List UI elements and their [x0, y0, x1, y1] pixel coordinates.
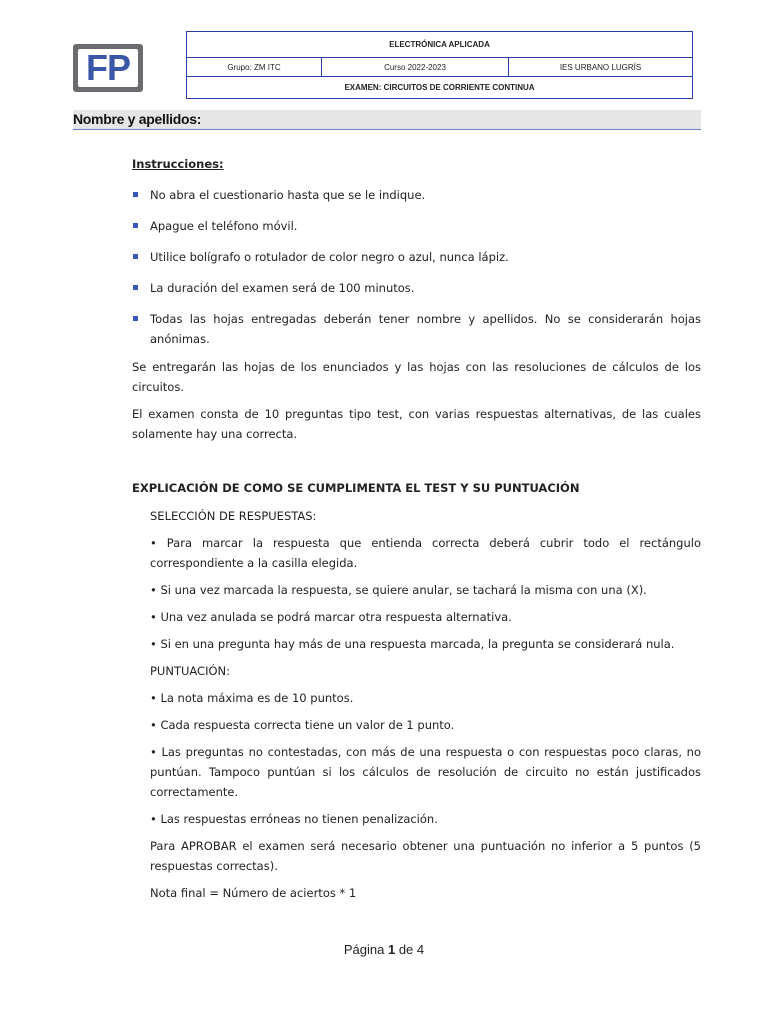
score-item: • Las preguntas no contestadas, con más de una respuesta o con respuestas poco claras, no puntúan. Tampoco puntúan si los cálculos de resolución de circuito no están justificados correctamente.	[150, 745, 701, 799]
fp-logo-inner	[78, 49, 138, 87]
instruction-text: No abra el cuestionario hasta que se le indique.	[150, 188, 426, 202]
selection-item: • Para marcar la respuesta que entienda correcta deberá cubrir todo el rectángulo correspondiente a la casilla elegida.	[150, 536, 701, 570]
paragraph-exam-structure: El examen consta de 10 preguntas tipo test, con varias respuestas alternativas, de las cuales solamente hay una correcta.	[132, 407, 701, 441]
explanation-section	[150, 506, 701, 903]
bullet-square-icon	[133, 254, 138, 259]
final-grade-formula: Nota final = Número de aciertos * 1	[150, 886, 357, 900]
score-item: • Cada respuesta correcta tiene un valor de 1 punto.	[150, 718, 455, 732]
selection-item: • Si una vez marcada la respuesta, se quiere anular, se tachará la misma con una (X).	[150, 583, 647, 597]
document-body	[132, 154, 701, 903]
exam-title: EXAMEN: CIRCUITOS DE CORRIENTE CONTINUA	[187, 77, 693, 99]
name-label: Nombre y apellidos:	[73, 111, 202, 127]
bullet-square-icon	[133, 316, 138, 321]
fp-logo	[73, 44, 143, 92]
fp-logo-text: FP	[85, 47, 130, 88]
score-heading: PUNTUACIÓN:	[150, 664, 231, 678]
list-item	[132, 247, 701, 267]
selection-heading: SELECCIÓN DE RESPUESTAS:	[150, 509, 317, 523]
score-item: • La nota máxima es de 10 puntos.	[150, 691, 354, 705]
score-item: • Las respuestas erróneas no tienen penalización.	[150, 812, 438, 826]
instructions-list	[132, 185, 701, 349]
list-item	[132, 185, 701, 205]
subject-title: ELECTRÓNICA APLICADA	[187, 32, 693, 58]
list-item	[132, 216, 701, 236]
bullet-square-icon	[133, 192, 138, 197]
header-row-subject	[187, 32, 693, 58]
course-cell: Curso 2022-2023	[322, 58, 509, 77]
page-footer	[0, 942, 768, 957]
pass-requirement: Para APROBAR el examen será necesario obtener una puntuación no inferior a 5 puntos (5 respuestas correctas).	[150, 839, 701, 873]
instructions-heading: Instrucciones:	[132, 157, 224, 171]
header-row-exam	[187, 77, 693, 99]
header-row-info	[187, 58, 693, 77]
selection-item: • Una vez anulada se podrá marcar otra respuesta alternativa.	[150, 610, 512, 624]
page-label: Página	[343, 942, 388, 957]
explanation-heading: EXPLICACIÓN DE COMO SE CUMPLIMENTA EL TEST Y SU PUNTUACIÓN	[132, 481, 580, 495]
paragraph-deliverables: Se entregarán las hojas de los enunciados y las hojas con las resoluciones de cálculos de los circuitos.	[132, 360, 701, 394]
header-table	[186, 31, 693, 99]
selection-item: • Si en una pregunta hay más de una respuesta marcada, la pregunta se considerará nula.	[150, 637, 675, 651]
group-cell: Grupo: ZM ITC	[187, 58, 322, 77]
school-cell: IES URBANO LUGRÍS	[509, 58, 693, 77]
list-item	[132, 309, 701, 349]
name-field-bar[interactable]	[73, 110, 701, 130]
list-item	[132, 278, 701, 298]
page-number: 1	[387, 942, 396, 957]
instruction-text: Apague el teléfono móvil.	[150, 219, 298, 233]
instruction-text: Todas las hojas entregadas deberán tener nombre y apellidos. No se considerarán hojas anónimas.	[150, 312, 701, 346]
instruction-text: Utilice bolígrafo o rotulador de color negro o azul, nunca lápiz.	[150, 250, 509, 264]
instruction-text: La duración del examen será de 100 minutos.	[150, 281, 415, 295]
page-total: de 4	[395, 942, 425, 957]
bullet-square-icon	[133, 285, 138, 290]
bullet-square-icon	[133, 223, 138, 228]
